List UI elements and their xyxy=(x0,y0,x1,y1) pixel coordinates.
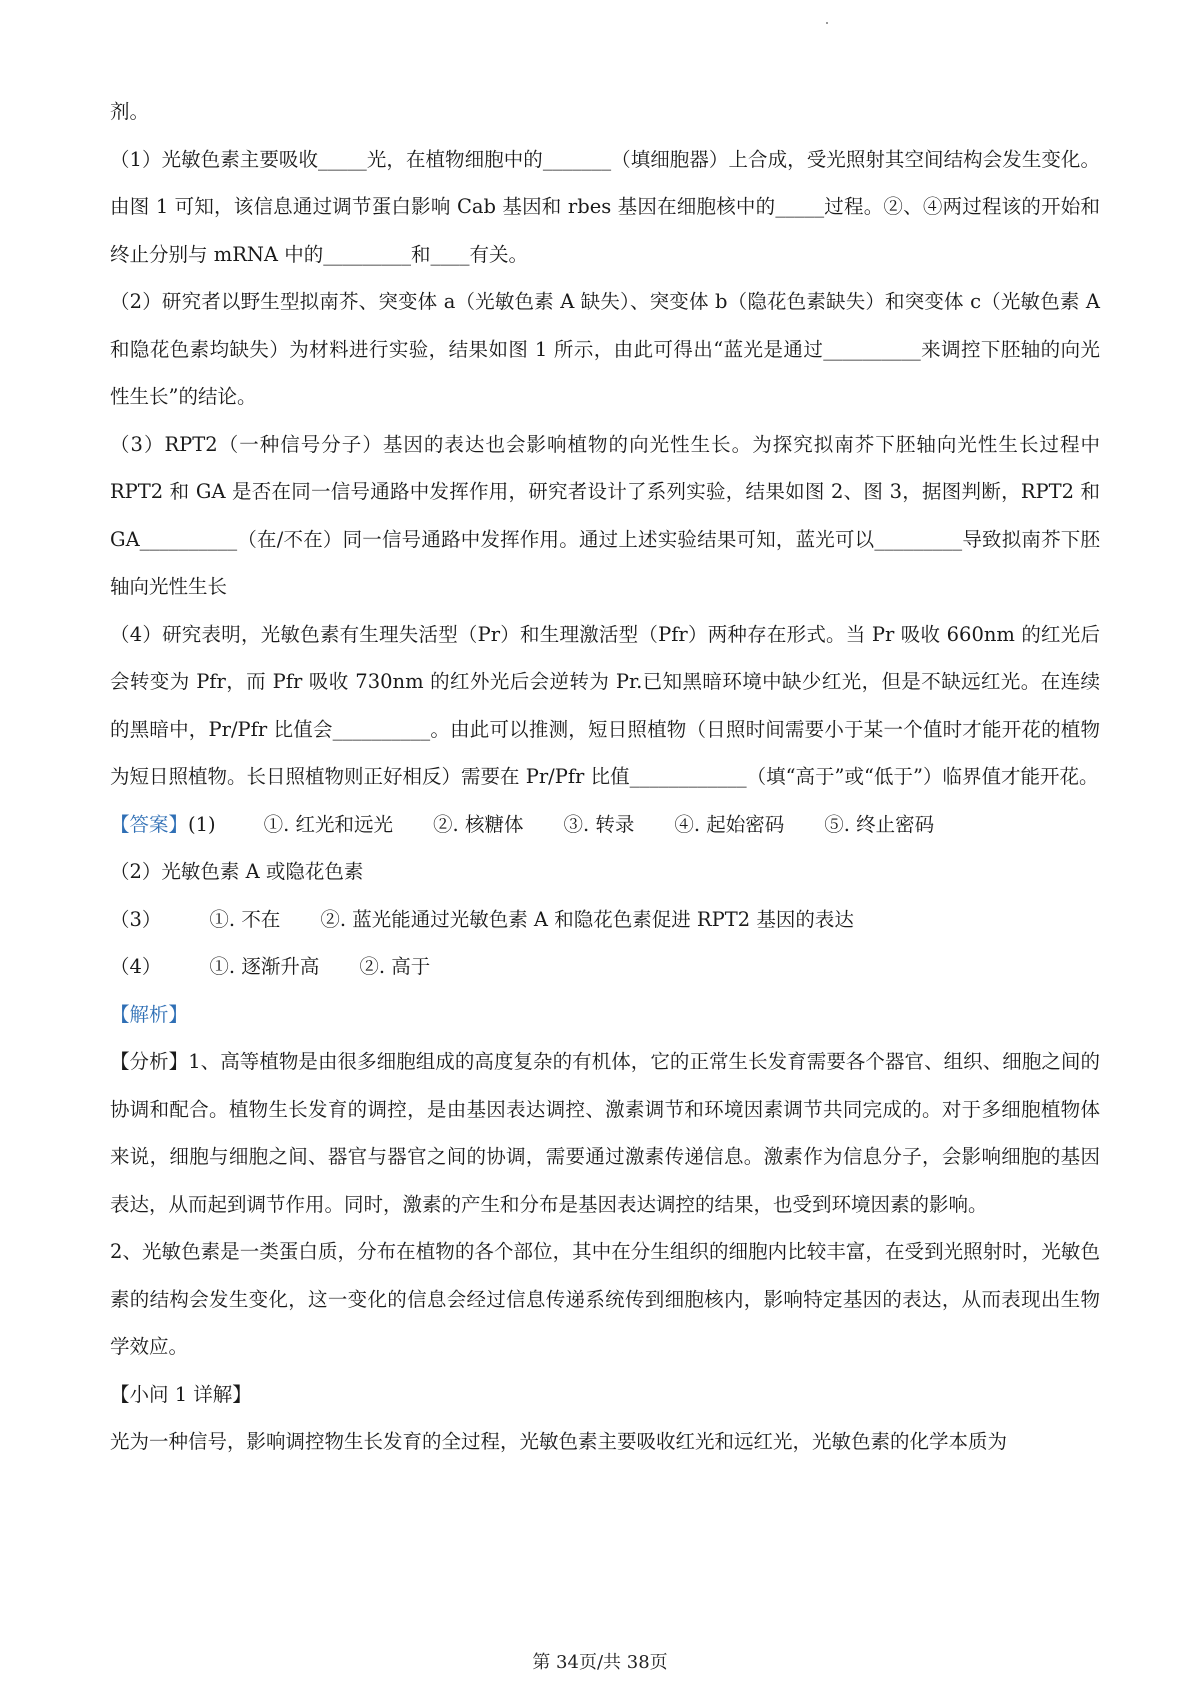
answer-q1-item: ⑤. 终止密码 xyxy=(824,812,935,836)
question-1: （1）光敏色素主要吸收_____光，在植物细胞中的_______（填细胞器）上合成，受光照射其空间结构会发生变化。由图 1 可知，该信息通过调节蛋白影响 Cab 基因和 rbes 基因在细胞核中的_____过程。②、④两过程该的开始和终止分别与 mRNA 中的_________和____有关。 xyxy=(110,147,1100,266)
subquestion-heading: 【小问 1 详解】 xyxy=(110,1382,252,1406)
answer-label: 【答案】 xyxy=(110,812,189,836)
question-2: （2）研究者以野生型拟南芥、突变体 a（光敏色素 A 缺失）、突变体 b（隐花色素缺失）和突变体 c（光敏色素 A 和隐花色素均缺失）为材料进行实验，结果如图 1 所示，由此可得出“蓝光是通过__________来调控下胚轴的向光性生长”的结论。 xyxy=(110,290,1100,408)
answer-row-3 xyxy=(110,896,1100,944)
question-3: （3）RPT2（一种信号分子）基因的表达也会影响植物的向光性生长。为探究拟南芥下胚轴向光性生长过程中 RPT2 和 GA 是否在同一信号通路中发挥作用，研究者设计了系列实验，结果如图 2、图 3，据图判断，RPT2 和 GA__________（在/不在）同一信号通路中发挥作用。通过上述实验结果可知，蓝光可以_________导致拟南芥下胚轴向光性生长 xyxy=(110,432,1100,598)
answer-q1-item: ②. 核糖体 xyxy=(433,812,524,836)
answer-q1-item: ③. 转录 xyxy=(563,812,635,836)
answer-q1-item: ④. 起始密码 xyxy=(674,812,785,836)
answer-q1-number: (1) xyxy=(188,812,216,836)
scan-dot xyxy=(826,22,828,24)
page-content xyxy=(110,88,1100,1466)
answer-row-2: （2）光敏色素 A 或隐花色素 xyxy=(110,860,364,883)
page-number-footer: 第 34页/共 38页 xyxy=(532,1652,668,1673)
answer-q3-item: ①. 不在 xyxy=(209,907,281,931)
answer-row-4 xyxy=(110,943,1100,991)
answer-q4-item: ②. 高于 xyxy=(359,955,431,978)
answer-q3-item: ②. 蓝光能通过光敏色素 A 和隐花色素促进 RPT2 基因的表达 xyxy=(320,907,854,931)
analysis-paragraph: 【分析】1、高等植物是由很多细胞组成的高度复杂的有机体，它的正常生长发育需要各个器官、组织、细胞之间的协调和配合。植物生长发育的调控，是由基因表达调控、激素调节和环境因素调节共同完成的。对于多细胞植物体来说，细胞与细胞之间、器官与器官之间的协调，需要通过激素传递信息。激素作为信息分子，会影响细胞的基因表达，从而起到调节作用。同时，激素的产生和分布是基因表达调控的结果，也受到环境因素的影响。 xyxy=(110,1050,1100,1216)
question-4: （4）研究表明，光敏色素有生理失活型（Pr）和生理激活型（Pfr）两种存在形式。当 Pr 吸收 660nm 的红光后会转变为 Pfr，而 Pfr 吸收 730nm 的红外光后会逆转为 Pr.已知黑暗环境中缺少红光，但是不缺远红光。在连续的黑暗中，Pr/Pfr 比值会__________。由此可以推测，短日照植物（日照时间需要小于某一个值时才能开花的植物为短日照植物。长日照植物则正好相反）需要在 Pr/Pfr 比值____________（填“高于”或“低于”）临界值才能开花。 xyxy=(110,622,1100,788)
answer-row-1 xyxy=(110,801,1100,849)
answer-q4-number: （4） xyxy=(110,955,162,978)
analysis-label: 【解析】 xyxy=(110,1002,189,1026)
paragraph-continuation: 剂。 xyxy=(110,100,150,123)
answer-q4-item: ①. 逐渐升高 xyxy=(209,955,320,978)
analysis-paragraph: 2、光敏色素是一类蛋白质，分布在植物的各个部位，其中在分生组织的细胞内比较丰富，在受到光照射时，光敏色素的结构会发生变化，这一变化的信息会经过信息传递系统传到细胞核内，影响特定基因的表达，从而表现出生物学效应。 xyxy=(110,1240,1100,1358)
answer-q1-item: ①. 红光和远光 xyxy=(263,812,394,836)
analysis-paragraph: 光为一种信号，影响调控物生长发育的全过程，光敏色素主要吸收红光和远红光，光敏色素的化学本质为 xyxy=(110,1430,1008,1453)
answer-q3-number: （3） xyxy=(110,907,162,931)
